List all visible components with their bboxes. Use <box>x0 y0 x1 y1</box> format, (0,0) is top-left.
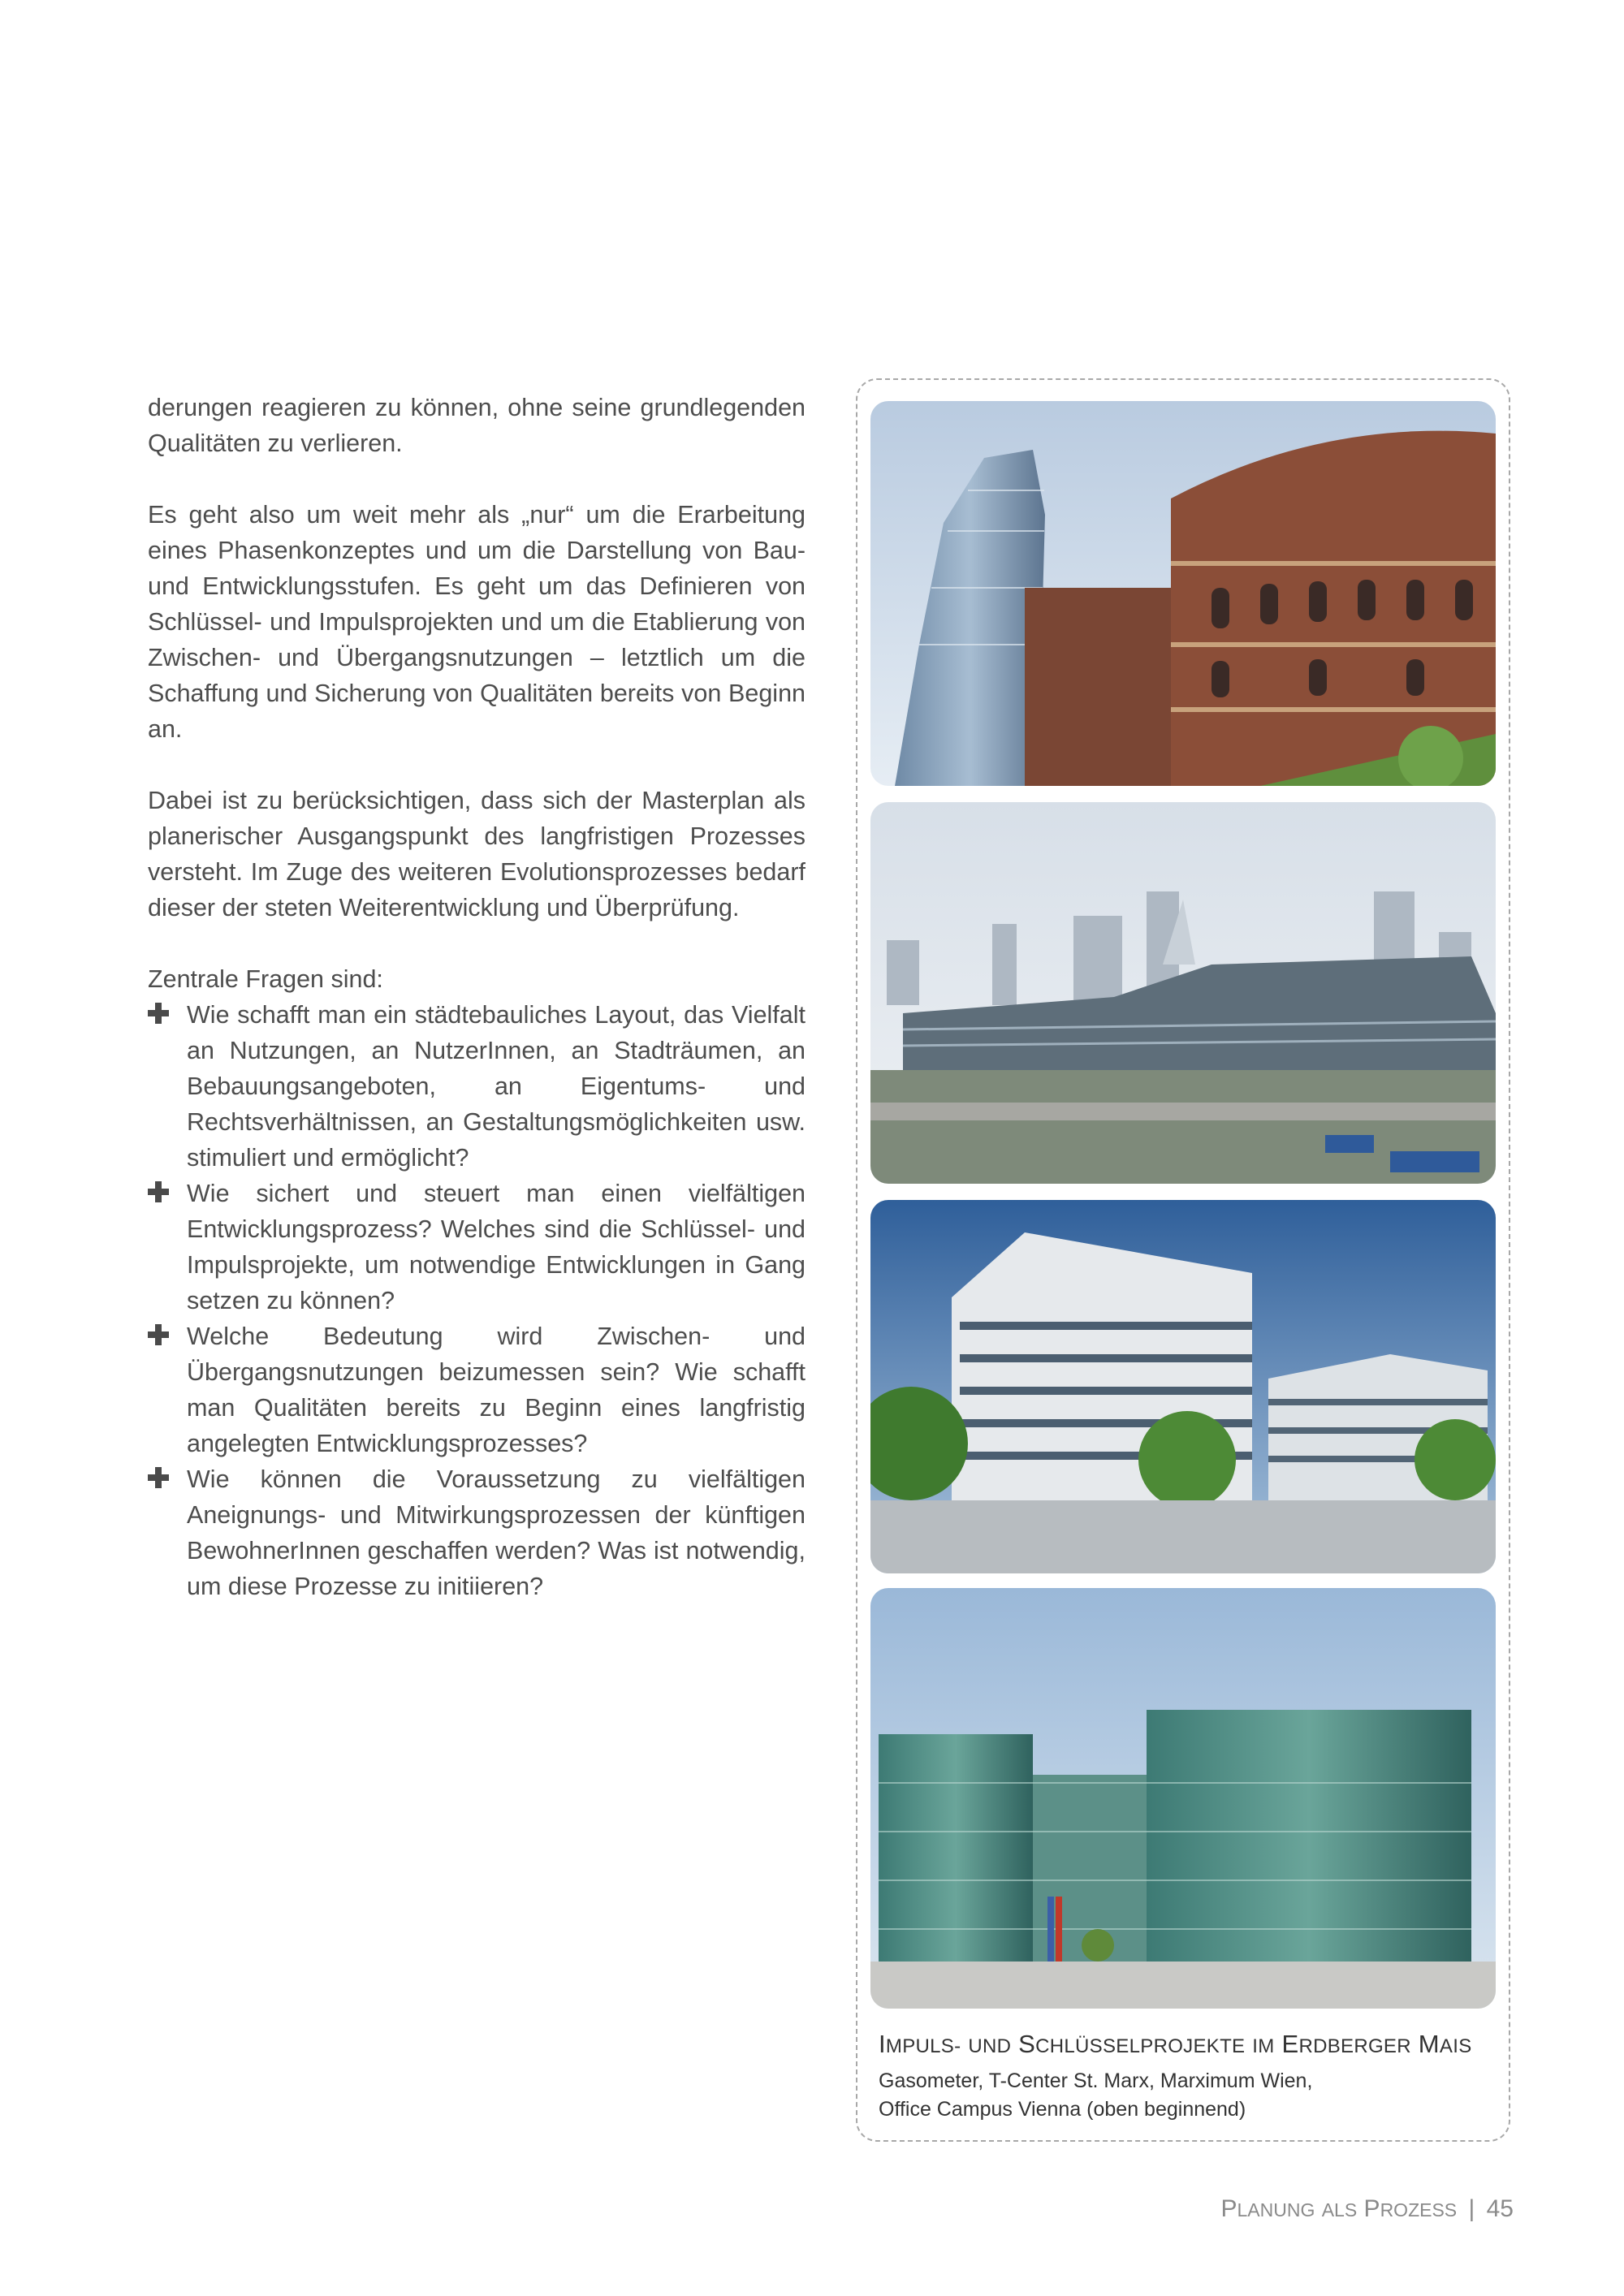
footer-title-part: ALS <box>1321 2199 1358 2220</box>
list-item <box>148 1176 806 1318</box>
plus-bullet-icon <box>148 1467 169 1488</box>
footer-title-part: P <box>1220 2195 1237 2222</box>
page-footer <box>1221 2195 1514 2223</box>
marximum-photo <box>870 1200 1496 1573</box>
body-paragraph: Dabei ist zu berücksichtigen, dass sich der Masterplan als planerischer Ausgangspunkt des langfristigen Prozesses versteht. Im Zuge des weiteren Evolutionsprozesses bedarf dieser der steten Weiterentwicklung und Überprüfung. <box>148 787 806 921</box>
caption-line: Office Campus Vienna (oben beginnend) <box>879 2098 1246 2121</box>
caption-title-part: E <box>1281 2030 1299 2058</box>
main-text-column <box>148 390 806 1604</box>
caption-title-part: S <box>1018 2030 1036 2058</box>
caption-title-part: MPULS- <box>885 2035 961 2057</box>
body-paragraph: derungen reagieren zu können, ohne seine grundlegenden Qualitäten zu verlieren. <box>148 394 806 457</box>
footer-title-part: ROZESS <box>1380 2199 1458 2220</box>
list-item <box>148 997 806 1176</box>
caption-description <box>879 2067 1496 2124</box>
footer-title-part: LANUNG <box>1237 2199 1315 2220</box>
plus-bullet-icon <box>148 1324 169 1345</box>
footer-separator: | <box>1468 2195 1475 2222</box>
questions-list <box>148 997 806 1604</box>
footer-title-part: P <box>1363 2195 1380 2222</box>
office-campus-photo <box>870 1588 1496 2009</box>
caption-title-part: RDBERGER <box>1298 2035 1411 2057</box>
question-text: Wie schafft man ein städtebauliches Layout, das Vielfalt an Nutzungen, an NutzerInnen, an Stadträumen, an Bebauungsangeboten, an Eigentums- und Rechtsverhältnissen, an Gestaltungsmöglichkeiten usw. stimuliert und ermöglicht? <box>187 1001 806 1172</box>
questions-intro: Zentrale Fragen sind: <box>148 965 383 993</box>
list-item <box>148 1318 806 1461</box>
question-text: Wie sichert und steuert man einen vielfältigen Entwicklungsprozess? Welches sind die Schlüssel- und Impulsprojekte, um notwendige Entwicklungen in Gang setzen zu können? <box>187 1180 806 1314</box>
question-text: Wie können die Voraussetzung zu vielfältigen Aneignungs- und Mitwirkungsprozessen der künftigen BewohnerInnen geschaffen werden? Was ist notwendig, um diese Prozesse zu initiieren? <box>187 1465 806 1600</box>
caption-title-part: CHLÜSSELPROJEKTE <box>1035 2035 1246 2057</box>
caption-title-part: I <box>879 2030 886 2058</box>
question-text: Welche Bedeutung wird Zwischen- und Übergangsnutzungen beizumessen sein? Wie schafft man Qualitäten bereits zu Beginn eines langfristig angelegten Entwicklungsprozesses? <box>187 1323 806 1457</box>
caption-title-part: M <box>1418 2030 1440 2058</box>
gasometer-photo <box>870 401 1496 786</box>
plus-bullet-icon <box>148 1003 169 1024</box>
caption-title-part: UND <box>968 2035 1012 2057</box>
caption-title-part: AIS <box>1439 2035 1472 2057</box>
page-number: 45 <box>1486 2195 1514 2222</box>
caption-line: Gasometer, T-Center St. Marx, Marximum Wien, <box>879 2069 1313 2092</box>
list-item <box>148 1461 806 1604</box>
caption-title-part: IM <box>1252 2035 1275 2057</box>
body-paragraph: Es geht also um weit mehr als „nur“ um die Erarbeitung eines Phasenkonzeptes und um die Darstellung von Bau- und Entwicklungsstufen. Es geht um das Definieren von Schlüssel- und Impulsprojekten und um die Etablierung von Zwischen- und Übergangsnutzungen – letztlich um die Schaffung und Sicherung von Qualitäten bereits von Beginn an. <box>148 501 806 743</box>
plus-bullet-icon <box>148 1181 169 1202</box>
caption-title <box>879 2030 1496 2059</box>
t-center-photo <box>870 802 1496 1184</box>
